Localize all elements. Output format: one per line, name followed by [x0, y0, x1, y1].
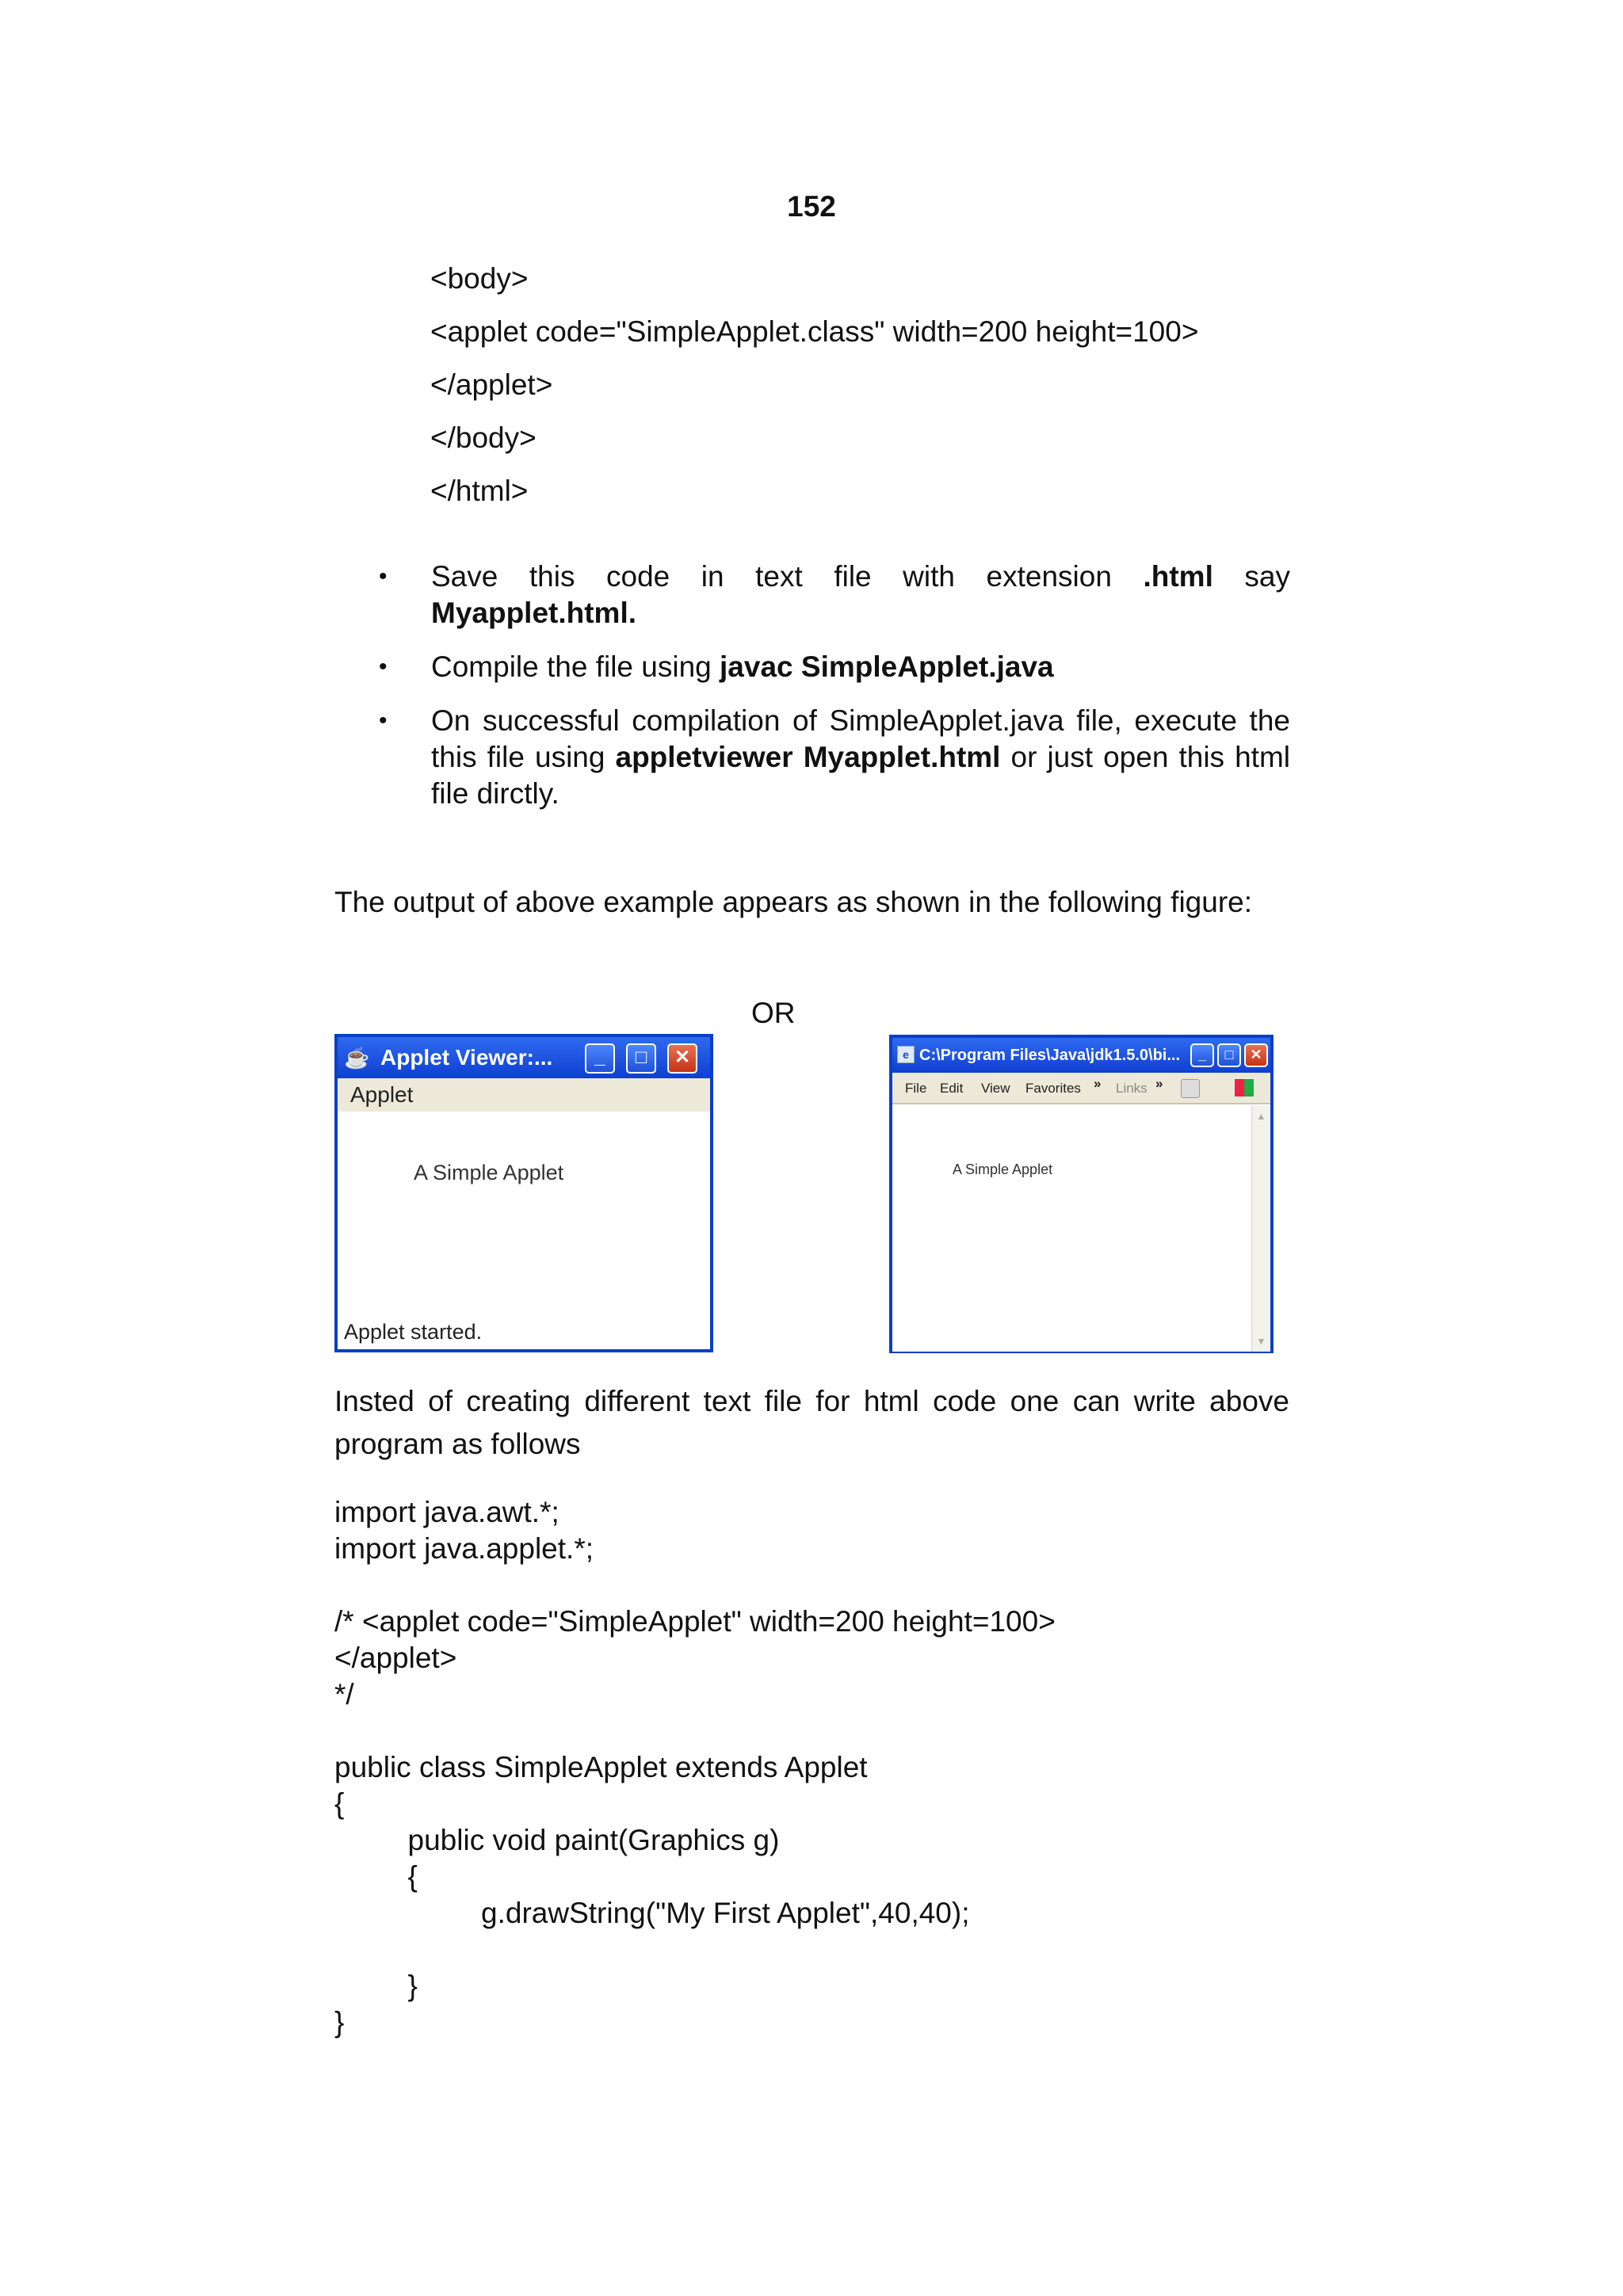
code-line: </body>	[430, 421, 537, 454]
code-line: {	[334, 1787, 345, 1820]
code-line: */	[334, 1678, 354, 1711]
menu-file[interactable]: File	[905, 1081, 927, 1096]
menu-edit[interactable]: Edit	[940, 1081, 964, 1096]
list-item: • Save this code in text file with extension .html say Myapplet.html.	[379, 560, 1290, 629]
applet-viewer-window	[334, 1034, 713, 1352]
instruction-list	[379, 559, 1290, 830]
code-line: public void paint(Graphics g)	[334, 1824, 780, 1856]
code-line	[334, 1932, 1056, 1968]
or-label: OR	[751, 997, 796, 1029]
list-item: • Compile the file using javac SimpleApplet.java	[379, 649, 1290, 685]
code-line: <applet code="SimpleApplet.class" width=200 height=100>	[430, 315, 1199, 348]
minimize-button[interactable]: _	[585, 1043, 615, 1074]
java-code-listing	[334, 1494, 1056, 2041]
applet-text: A Simple Applet	[414, 1161, 564, 1184]
menu-favorites[interactable]: Favorites	[1025, 1081, 1081, 1096]
scroll-up-icon[interactable]: ▲	[1256, 1111, 1266, 1122]
applet-text: A Simple Applet	[953, 1161, 1053, 1177]
code-line: <body>	[430, 262, 529, 295]
code-line: </applet>	[430, 368, 553, 401]
minimize-button[interactable]: _	[1190, 1043, 1214, 1067]
output-paragraph: The output of above example appears as shown in the following figure:	[334, 886, 1253, 918]
code-line: }	[334, 2006, 345, 2039]
maximize-button[interactable]: □	[626, 1043, 656, 1074]
browser-menubar	[892, 1073, 1270, 1104]
links-label[interactable]: Links	[1116, 1081, 1148, 1096]
code-line	[334, 1567, 1056, 1604]
page-number: 152	[787, 190, 836, 223]
window-title: C:\Program Files\Java\jdk1.5.0\bi...	[919, 1047, 1181, 1064]
bullet-icon: •	[379, 563, 388, 589]
ie-page-icon: e	[897, 1046, 915, 1063]
list-item: • On successful compilation of SimpleApplet.java file, execute the this file using appletviewer Myapplet.html or just open this html file dirctly.	[379, 704, 1290, 810]
code-line: </html>	[430, 475, 529, 507]
code-line: public class SimpleApplet extends Applet	[334, 1751, 868, 1783]
code-line: /* <applet code="SimpleApplet" width=200 height=100>	[334, 1605, 1056, 1638]
menu-view[interactable]: View	[981, 1081, 1010, 1096]
windows-flag-icon	[1235, 1079, 1254, 1097]
vertical-scrollbar[interactable]	[1251, 1106, 1270, 1352]
chevron-more-icon[interactable]: »	[1155, 1076, 1163, 1091]
close-button[interactable]: ✕	[667, 1043, 697, 1074]
code-line: import java.applet.*;	[334, 1532, 594, 1565]
scroll-down-icon[interactable]: ▼	[1256, 1336, 1266, 1347]
browser-content	[892, 1106, 1252, 1352]
bullet-icon: •	[379, 654, 388, 680]
code-line: </applet>	[334, 1642, 457, 1674]
instead-paragraph: Insted of creating different text file for html code one can write above program as follows	[334, 1385, 1289, 1460]
toolbar-icon[interactable]	[1181, 1079, 1200, 1098]
maximize-button[interactable]: □	[1217, 1043, 1241, 1067]
code-line: g.drawString("My First Applet",40,40);	[334, 1897, 970, 1929]
applet-canvas	[338, 1112, 710, 1318]
java-cup-icon: ☕	[344, 1046, 370, 1070]
browser-window	[889, 1035, 1274, 1353]
html-code-snippet	[430, 261, 1198, 509]
code-line: }	[334, 1970, 418, 2002]
applet-menu[interactable]: Applet	[338, 1078, 710, 1112]
code-line: {	[334, 1860, 418, 1893]
status-text: Applet started.	[344, 1320, 483, 1344]
code-line: import java.awt.*;	[334, 1496, 559, 1528]
window-title: Applet Viewer:...	[380, 1045, 553, 1070]
bullet-icon: •	[379, 707, 388, 734]
close-button[interactable]: ✕	[1244, 1043, 1268, 1067]
chevron-more-icon[interactable]: »	[1094, 1076, 1102, 1091]
code-line	[334, 1713, 1056, 1749]
